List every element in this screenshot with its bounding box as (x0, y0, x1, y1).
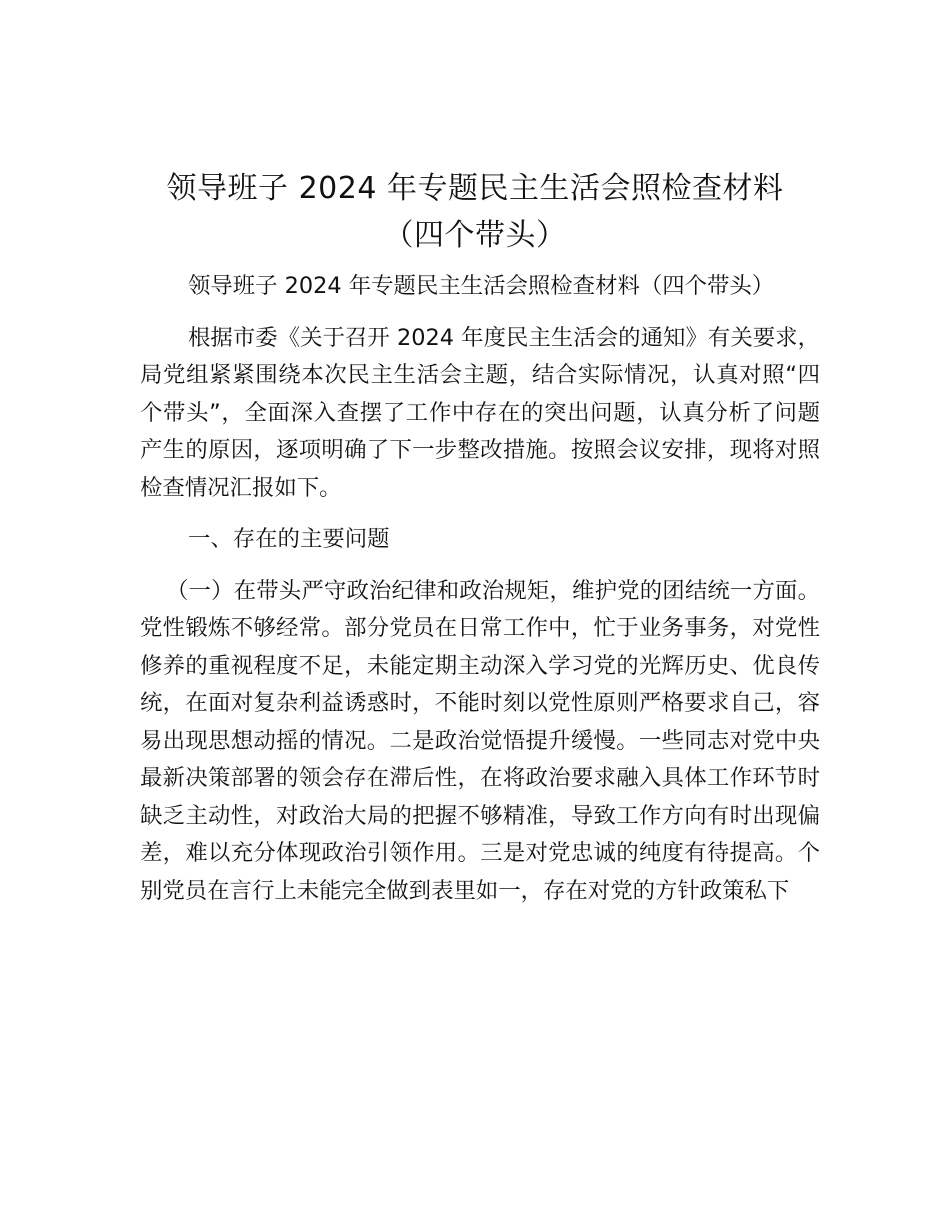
subtitle-paragraph: 领导班子 2024 年专题民主生活会照检查材料（四个带头） (188, 273, 775, 299)
section-heading: 一、存在的主要问题 (188, 526, 390, 552)
title-line-2: （四个带头） (383, 218, 567, 253)
subsection-paragraph: （一）在带头严守政治纪律和政治规矩，维护党的团结统一方面。党性锻炼不够经常。部分党员在日常工作中，忙于业务事务，对党性修养的重视程度不足，未能定期主动深入学习党的光辉历史、优良传统，在面对复杂利益诱惑时，不能时刻以党性原则严格要求自己，容易出现思想动摇的情况。二是政治觉悟提升缓慢。一些同志对党中央最新决策部署的领会存在滞后性，在将政治要求融入具体工作环节时缺乏主动性，对政治大局的把握不够精准，导致工作方向有时出现偏差，难以充分体现政治引领作用。三是对党忠诚的纯度有待提高。个别党员在言行上未能完全做到表里如一，存在对党的方针政策私下 (140, 577, 820, 904)
title-line-1: 领导班子 2024 年专题民主生活会照检查材料 (166, 171, 784, 206)
intro-paragraph: 根据市委《关于召开 2024 年度民主生活会的通知》有关要求，局党组紧紧围绕本次民主生活会主题，结合实际情况，认真对照“四个带头”，全面深入查摆了工作中存在的突出问题，认真分析了问题产生的原因，逐项明确了下一步整改措施。按照会议安排，现将对照检查情况汇报如下。 (140, 324, 820, 501)
document-body (140, 268, 820, 910)
document-title (110, 165, 840, 259)
